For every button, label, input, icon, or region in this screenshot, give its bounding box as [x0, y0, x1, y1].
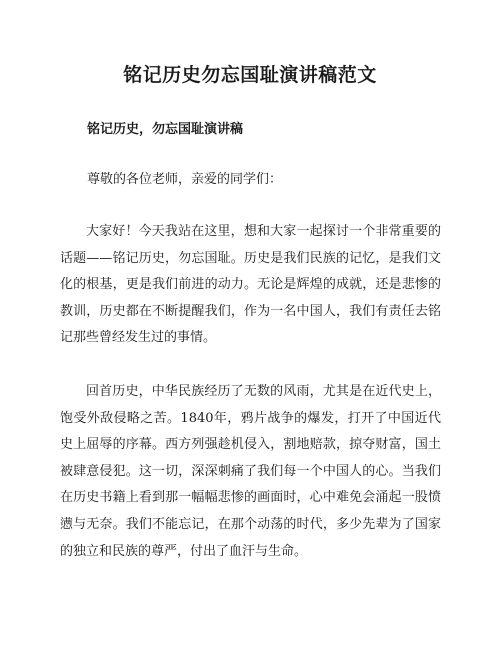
document-title: 铭记历史勿忘国耻演讲稿范文: [123, 64, 377, 86]
paragraph-2: 回首历史，中华民族经历了无数的风雨，尤其是在近代史上，饱受外敌侵略之苦。1840年，鸦片战争的爆发，打开了中国近代史上屈辱的序幕。西方列强趁机侵入，割地赔款，掠夺财富，国土被肆意侵犯。这一切，深深刺痛了我们每一个中国人的心。当我们在历史书籍上看到那一幅幅悲惨的画面时，心中难免会涌起一股愤懑与无奈。我们不能忘记，在那个动荡的时代，多少先辈为了国家的独立和民族的尊严，付出了血汗与生命。: [60, 384, 441, 559]
greeting-line: 尊敬的各位老师，亲爱的同学们：: [87, 172, 283, 187]
speech-subtitle: 铭记历史，勿忘国耻演讲稿: [87, 122, 244, 137]
paragraph-1: 大家好！今天我站在这里，想和大家一起探讨一个非常重要的话题——铭记历史，勿忘国耻。历史是我们民族的记忆，是我们文化的根基，更是我们前进的动力。无论是辉煌的成就，还是悲惨的教训，历史都在不断提醒我们，作为一名中国人，我们有责任去铭记那些曾经发生过的事情。: [60, 224, 441, 346]
